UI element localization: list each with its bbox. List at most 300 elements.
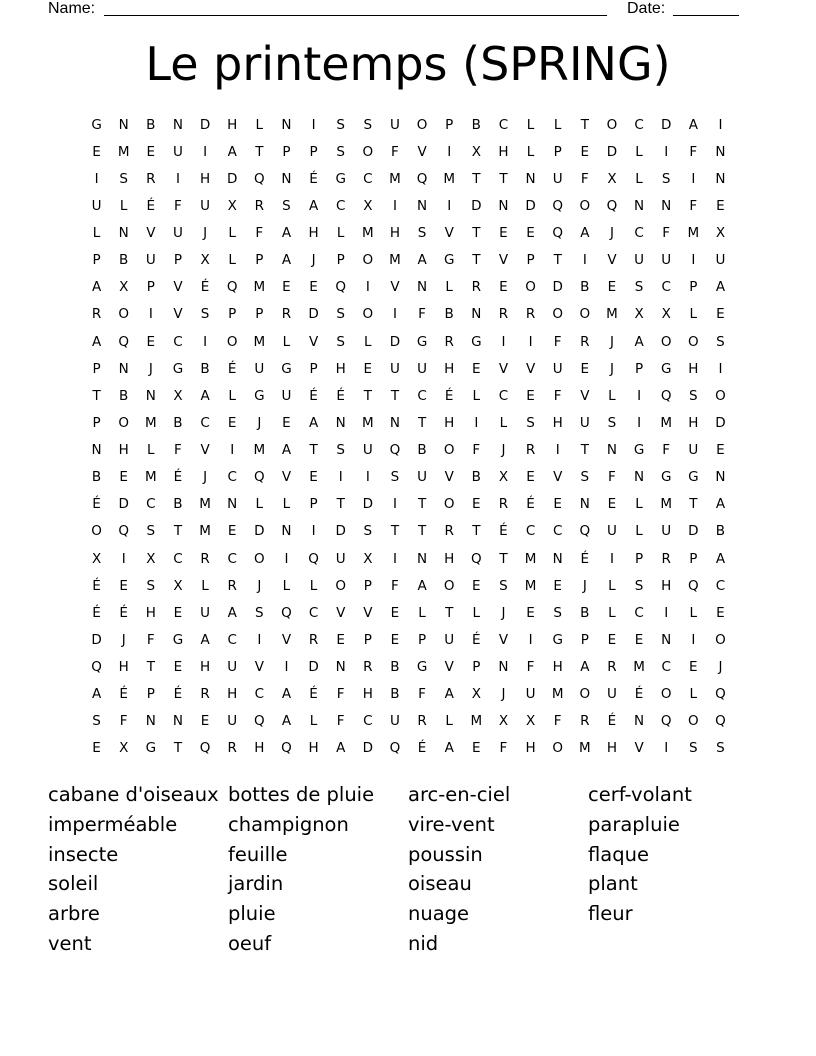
grid-letter: S — [634, 279, 644, 296]
grid-letter: A — [444, 686, 454, 703]
grid-letter: N — [145, 387, 156, 404]
grid-letter: R — [227, 740, 237, 757]
grid-letter: T — [472, 170, 481, 187]
grid-letter: H — [308, 225, 319, 242]
grid-letter: E — [309, 469, 318, 486]
grid-letter: A — [281, 225, 292, 242]
grid-letter: J — [501, 686, 506, 703]
grid-letter: E — [92, 143, 101, 160]
grid-letter: U — [417, 469, 427, 486]
grid-letter: E — [716, 442, 725, 459]
grid-letter: A — [308, 414, 319, 431]
grid-letter: X — [661, 306, 671, 323]
grid-letter: X — [607, 170, 617, 187]
grid-letter: Q — [715, 713, 726, 730]
grid-letter: S — [634, 577, 644, 594]
grid-letter: U — [145, 252, 156, 269]
grid-letter: R — [91, 306, 102, 323]
grid-letter: Q — [308, 550, 319, 567]
grid-letter: E — [390, 604, 400, 621]
grid-letter: A — [200, 631, 210, 648]
grid-letter: L — [635, 496, 643, 513]
grid-letter: É — [119, 686, 128, 703]
grid-letter: A — [417, 252, 427, 269]
grid-letter: X — [471, 686, 481, 703]
grid-letter: N — [172, 713, 183, 730]
grid-letter: F — [689, 197, 698, 214]
grid-letter: S — [146, 577, 156, 594]
grid-letter: Q — [579, 523, 591, 540]
grid-letter: T — [472, 523, 481, 540]
grid-letter: É — [417, 740, 427, 757]
grid-letter: I — [121, 550, 126, 567]
grid-letter: É — [173, 469, 183, 486]
grid-letter: X — [91, 550, 102, 567]
grid-letter: D — [254, 523, 265, 540]
grid-letter: H — [199, 659, 211, 676]
grid-letter: E — [472, 496, 481, 513]
grid-letter: L — [201, 577, 209, 594]
grid-letter: F — [526, 659, 535, 676]
grid-letter: P — [634, 550, 644, 567]
grid-letter: N — [118, 116, 129, 133]
grid-letter: B — [200, 360, 210, 377]
grid-letter: N — [606, 442, 617, 459]
grid-letter: E — [526, 469, 535, 486]
grid-letter: N — [417, 197, 428, 214]
grid-letter: A — [715, 550, 726, 567]
grid-letter: A — [91, 686, 102, 703]
grid-letter: X — [227, 197, 237, 214]
grid-letter: O — [606, 116, 618, 133]
grid-letter: C — [634, 225, 644, 242]
grid-letter: I — [257, 631, 262, 648]
grid-letter: S — [363, 116, 373, 133]
grid-letter: B — [173, 496, 183, 513]
grid-letter: E — [146, 333, 156, 350]
grid-letter: H — [498, 143, 509, 160]
grid-letter: I — [664, 740, 669, 757]
grid-letter: M — [524, 577, 537, 594]
grid-letter: D — [91, 631, 102, 648]
grid-letter: G — [471, 333, 482, 350]
grid-letter: F — [553, 387, 562, 404]
grid-letter: G — [416, 333, 428, 350]
grid-letter: F — [391, 577, 399, 594]
grid-letter: L — [92, 225, 101, 242]
grid-letter: H — [444, 360, 455, 377]
grid-letter: F — [146, 631, 155, 648]
grid-letter: X — [173, 577, 183, 594]
grid-letter: O — [687, 333, 699, 350]
grid-letter: U — [579, 414, 590, 431]
grid-letter: S — [282, 197, 291, 214]
grid-letter: U — [552, 170, 563, 187]
grid-letter: A — [634, 333, 644, 350]
grid-letter: T — [499, 550, 508, 567]
grid-letter: É — [607, 713, 617, 730]
grid-letter: X — [634, 306, 644, 323]
grid-letter: P — [634, 360, 644, 377]
grid-letter: N — [715, 469, 726, 486]
grid-letter: N — [417, 279, 428, 296]
grid-letter: E — [716, 197, 725, 214]
grid-letter: L — [228, 225, 236, 242]
grid-letter: L — [119, 197, 128, 214]
grid-letter: C — [525, 523, 536, 540]
grid-letter: O — [118, 306, 129, 323]
grid-letter: E — [309, 279, 318, 296]
grid-letter: I — [718, 116, 723, 133]
grid-letter: U — [362, 442, 373, 459]
grid-letter: J — [311, 252, 316, 269]
grid-letter: A — [227, 604, 237, 621]
grid-letter: S — [661, 170, 671, 187]
grid-letter: S — [336, 116, 345, 133]
grid-letter: P — [553, 143, 562, 160]
grid-letter: F — [662, 442, 671, 459]
grid-letter: A — [580, 225, 590, 242]
grid-letter: I — [718, 360, 723, 377]
grid-letter: E — [526, 225, 535, 242]
grid-letter: J — [609, 225, 614, 242]
grid-letter: Q — [606, 197, 618, 214]
grid-letter: L — [255, 496, 264, 513]
grid-letter: T — [472, 252, 481, 269]
grid-letter: L — [689, 604, 698, 621]
grid-letter: C — [254, 686, 265, 703]
grid-letter: R — [200, 550, 210, 567]
grid-letter: J — [148, 360, 153, 377]
grid-letter: J — [718, 659, 723, 676]
grid-letter: L — [445, 713, 453, 730]
grid-letter: J — [609, 360, 614, 377]
grid-letter: V — [634, 740, 644, 757]
grid-letter: L — [635, 170, 643, 187]
grid-letter: B — [471, 116, 481, 133]
grid-letter: G — [633, 442, 645, 459]
grid-letter: A — [336, 740, 346, 757]
grid-letter: A — [715, 496, 726, 513]
grid-letter: A — [688, 116, 698, 133]
grid-letter: U — [661, 252, 672, 269]
grid-letter: F — [553, 333, 562, 350]
grid-letter: R — [281, 306, 292, 323]
grid-letter: B — [715, 523, 726, 540]
grid-letter: I — [528, 631, 533, 648]
grid-letter: S — [336, 143, 345, 160]
grid-letter: M — [199, 496, 211, 513]
grid-letter: É — [173, 686, 183, 703]
grid-letter: O — [443, 496, 455, 513]
grid-letter: T — [580, 442, 589, 459]
grid-letter: I — [94, 170, 99, 187]
grid-letter: E — [472, 360, 481, 377]
grid-letter: Q — [552, 197, 563, 214]
grid-letter: U — [91, 197, 102, 214]
grid-letter: V — [200, 442, 210, 459]
grid-letter: X — [498, 713, 509, 730]
grid-letter: T — [309, 442, 318, 459]
grid-letter: É — [580, 550, 590, 567]
grid-letter: B — [471, 469, 481, 486]
grid-letter: S — [92, 713, 101, 730]
grid-letter: I — [637, 387, 642, 404]
grid-letter: I — [203, 143, 208, 160]
grid-letter: B — [390, 659, 400, 676]
grid-letter: P — [445, 116, 454, 133]
grid-letter: É — [92, 577, 101, 594]
grid-letter: I — [392, 496, 397, 513]
grid-letter: U — [172, 143, 183, 160]
grid-letter: O — [443, 577, 455, 594]
grid-letter: P — [282, 143, 291, 160]
grid-letter: D — [118, 496, 129, 513]
grid-letter: C — [173, 550, 183, 567]
grid-letter: U — [606, 686, 617, 703]
grid-letter: P — [92, 252, 101, 269]
grid-letter: Q — [226, 279, 238, 296]
grid-letter: U — [444, 631, 455, 648]
grid-letter: S — [607, 414, 617, 431]
grid-letter: I — [175, 170, 180, 187]
grid-letter: V — [308, 333, 319, 350]
grid-letter: S — [200, 306, 210, 323]
grid-letter: L — [608, 577, 616, 594]
grid-letter: A — [281, 442, 292, 459]
grid-letter: C — [200, 414, 210, 431]
grid-letter: N — [498, 659, 509, 676]
grid-letter: T — [417, 523, 427, 540]
grid-letter: I — [392, 550, 397, 567]
grid-letter: C — [552, 523, 563, 540]
grid-letter: O — [416, 116, 428, 133]
grid-letter: M — [551, 686, 564, 703]
grid-letter: I — [637, 414, 642, 431]
grid-letter: T — [689, 496, 698, 513]
grid-letter: S — [716, 740, 725, 757]
grid-letter: R — [498, 496, 509, 513]
grid-letter: O — [660, 333, 672, 350]
grid-letter: P — [472, 659, 481, 676]
grid-letter: I — [447, 197, 452, 214]
grid-letter: N — [715, 170, 726, 187]
grid-letter: T — [417, 414, 427, 431]
grid-letter: E — [689, 659, 698, 676]
grid-letter: M — [660, 496, 673, 513]
grid-letter: Q — [389, 442, 401, 459]
grid-letter: B — [580, 604, 590, 621]
grid-letter: I — [555, 442, 560, 459]
grid-letter: H — [199, 170, 211, 187]
grid-letter: Q — [660, 387, 672, 404]
grid-letter: L — [635, 143, 643, 160]
grid-letter: L — [526, 116, 535, 133]
grid-letter: H — [145, 604, 156, 621]
name-field[interactable] — [104, 15, 607, 16]
grid-letter: D — [199, 116, 211, 133]
grid-letter: T — [417, 496, 427, 513]
grid-letter: R — [417, 713, 427, 730]
grid-letter: N — [471, 306, 482, 323]
grid-letter: H — [525, 740, 536, 757]
grid-letter: R — [607, 659, 617, 676]
grid-letter: R — [580, 333, 590, 350]
grid-letter: O — [362, 143, 374, 160]
word-bank-item: insecte — [48, 842, 119, 866]
grid-letter: É — [309, 387, 318, 404]
word-bank-item: jardin — [228, 872, 284, 896]
grid-letter: U — [254, 360, 265, 377]
grid-letter: V — [146, 225, 156, 242]
grid-letter: E — [119, 577, 128, 594]
grid-letter: H — [118, 659, 129, 676]
grid-letter: R — [580, 713, 590, 730]
grid-letter: N — [634, 469, 645, 486]
grid-letter: I — [474, 414, 479, 431]
grid-letter: B — [580, 279, 590, 296]
grid-letter: M — [443, 170, 456, 187]
grid-letter: H — [552, 414, 563, 431]
grid-letter: Q — [199, 740, 211, 757]
grid-letter: Q — [253, 713, 265, 730]
grid-letter: F — [418, 306, 426, 323]
date-field[interactable] — [673, 15, 739, 16]
grid-letter: P — [92, 360, 101, 377]
grid-letter: G — [552, 631, 563, 648]
grid-letter: G — [443, 252, 455, 269]
word-bank-item: nid — [408, 931, 439, 955]
grid-letter: H — [661, 577, 672, 594]
grid-letter: S — [526, 414, 535, 431]
grid-letter: M — [606, 306, 618, 323]
grid-letter: É — [444, 387, 454, 404]
grid-letter: Q — [281, 604, 292, 621]
grid-letter: O — [552, 740, 563, 757]
grid-letter: I — [664, 604, 669, 621]
grid-letter: U — [227, 713, 238, 730]
grid-letter: N — [281, 116, 292, 133]
grid-letter: C — [498, 387, 509, 404]
grid-letter: L — [309, 713, 318, 730]
grid-letter: I — [284, 659, 289, 676]
grid-letter: P — [580, 631, 589, 648]
grid-letter: F — [689, 143, 698, 160]
grid-letter: M — [199, 523, 211, 540]
grid-letter: G — [172, 360, 184, 377]
grid-letter: X — [363, 197, 373, 214]
grid-letter: Q — [91, 659, 102, 676]
grid-letter: R — [200, 686, 210, 703]
grid-letter: L — [499, 414, 508, 431]
grid-letter: D — [715, 414, 726, 431]
grid-letter: P — [255, 252, 264, 269]
grid-letter: V — [363, 604, 373, 621]
grid-letter: L — [635, 523, 643, 540]
grid-letter: P — [146, 686, 155, 703]
grid-letter: V — [281, 469, 292, 486]
grid-letter: S — [716, 333, 725, 350]
grid-letter: V — [553, 469, 563, 486]
grid-letter: N — [172, 116, 183, 133]
grid-letter: E — [716, 604, 725, 621]
grid-letter: B — [146, 116, 156, 133]
grid-letter: I — [203, 333, 208, 350]
grid-letter: G — [145, 740, 157, 757]
grid-letter: C — [715, 577, 726, 594]
grid-letter: N — [498, 197, 509, 214]
grid-letter: P — [417, 631, 427, 648]
grid-letter: P — [309, 360, 318, 377]
grid-letter: H — [444, 550, 455, 567]
grid-letter: D — [335, 523, 346, 540]
grid-letter: A — [308, 197, 319, 214]
grid-letter: L — [228, 252, 236, 269]
grid-letter: F — [391, 143, 399, 160]
grid-letter: J — [121, 631, 126, 648]
grid-letter: C — [227, 550, 237, 567]
grid-letter: M — [389, 170, 401, 187]
grid-letter: É — [92, 496, 101, 513]
grid-letter: X — [119, 740, 129, 757]
grid-letter: A — [281, 252, 292, 269]
grid-letter: D — [471, 197, 482, 214]
grid-letter: A — [91, 333, 102, 350]
grid-letter: T — [553, 252, 562, 269]
grid-letter: R — [498, 306, 509, 323]
grid-letter: F — [174, 442, 182, 459]
grid-letter: M — [253, 442, 266, 459]
grid-letter: E — [92, 740, 101, 757]
grid-letter: G — [416, 659, 428, 676]
grid-letter: I — [311, 523, 316, 540]
grid-letter: P — [309, 496, 318, 513]
grid-letter: N — [634, 197, 645, 214]
grid-letter: R — [146, 170, 156, 187]
grid-letter: E — [336, 631, 345, 648]
grid-letter: H — [606, 740, 618, 757]
grid-letter: C — [308, 604, 319, 621]
grid-letter: E — [173, 659, 183, 676]
grid-letter: V — [444, 659, 454, 676]
word-bank-item: parapluie — [588, 812, 680, 836]
grid-letter: D — [552, 279, 563, 296]
grid-letter: S — [553, 604, 562, 621]
grid-letter: C — [634, 116, 644, 133]
grid-letter: O — [660, 686, 672, 703]
grid-letter: I — [528, 333, 533, 350]
word-bank-item: oeuf — [228, 931, 272, 955]
grid-letter: E — [607, 279, 617, 296]
grid-letter: V — [173, 306, 183, 323]
grid-letter: I — [392, 306, 397, 323]
grid-letter: T — [580, 116, 589, 133]
grid-letter: C — [661, 659, 671, 676]
grid-letter: B — [417, 442, 427, 459]
grid-letter: C — [363, 713, 373, 730]
grid-letter: T — [173, 523, 183, 540]
grid-letter: P — [689, 279, 698, 296]
grid-letter: T — [390, 523, 400, 540]
grid-letter: O — [253, 550, 265, 567]
grid-letter: R — [444, 523, 454, 540]
grid-letter: E — [390, 631, 400, 648]
grid-letter: O — [362, 306, 374, 323]
grid-letter: M — [117, 143, 130, 160]
grid-letter: D — [362, 496, 374, 513]
grid-letter: D — [525, 197, 536, 214]
grid-letter: I — [365, 279, 370, 296]
